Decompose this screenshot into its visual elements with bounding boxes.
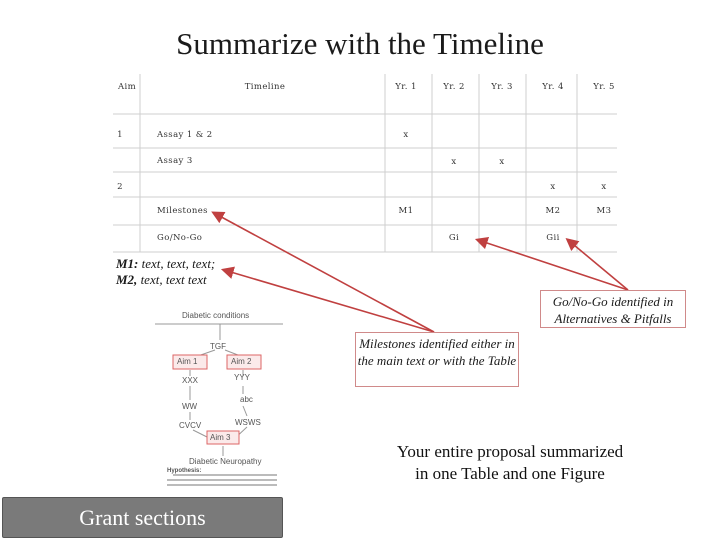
node-aim3: Aim 3 bbox=[210, 433, 231, 442]
timeline-table bbox=[0, 0, 720, 260]
header-yr3: Yr. 3 bbox=[491, 82, 513, 92]
node-aim2: Aim 2 bbox=[231, 357, 252, 366]
hypothesis-figure bbox=[155, 302, 285, 492]
header-yr4: Yr. 4 bbox=[542, 82, 564, 92]
milestone-note-line1 bbox=[116, 256, 215, 272]
node-cvcv: CVCV bbox=[179, 421, 202, 430]
m1-text: text, text, text; bbox=[141, 256, 216, 271]
node-outcome: Diabetic Neuropathy bbox=[189, 457, 262, 466]
row4-yr4: M2 bbox=[545, 206, 561, 216]
row1-aim: 1 bbox=[117, 130, 123, 140]
summary-text bbox=[360, 441, 660, 485]
m1-label: M1: bbox=[116, 256, 139, 271]
row5-label: Go/No-Go bbox=[157, 233, 203, 243]
header-yr2: Yr. 2 bbox=[443, 82, 465, 92]
node-xxx: XXX bbox=[182, 376, 199, 385]
milestones-callout: Milestones identified either in the main text or with the Table bbox=[355, 332, 519, 387]
node-aim1: Aim 1 bbox=[177, 357, 198, 366]
figure-title: Diabetic conditions bbox=[182, 311, 250, 320]
node-abc: abc bbox=[240, 395, 253, 404]
row1-label: Assay 1 & 2 bbox=[157, 130, 213, 140]
node-ww: WW bbox=[182, 402, 198, 411]
milestone-note bbox=[116, 256, 215, 288]
header-aim: Aim bbox=[117, 82, 137, 92]
grant-sections-button[interactable]: Grant sections bbox=[2, 497, 283, 538]
row5-yr2: Gi bbox=[448, 233, 460, 243]
row1-yr1: x bbox=[403, 130, 409, 140]
gonogo-callout: Go/No-Go identified in Alternatives & Pitfalls bbox=[540, 290, 686, 328]
hypothesis-label: Hypothesis: bbox=[167, 468, 202, 474]
row4-yr5: M3 bbox=[596, 206, 612, 216]
row2-label: Assay 3 bbox=[157, 156, 193, 166]
m2-label: M2, bbox=[116, 272, 138, 287]
header-timeline: Timeline bbox=[244, 82, 286, 92]
row3-yr5: x bbox=[601, 182, 607, 192]
row3-yr4: x bbox=[550, 182, 556, 192]
summary-line1: Your entire proposal summarized bbox=[396, 442, 624, 461]
header-yr1: Yr. 1 bbox=[395, 82, 417, 92]
row5-yr4: Gii bbox=[546, 233, 560, 243]
m2-text: text, text text bbox=[140, 272, 207, 287]
header-yr5: Yr. 5 bbox=[593, 82, 615, 92]
table-grid bbox=[0, 0, 720, 260]
summary-line2: in one Table and one Figure bbox=[415, 464, 605, 483]
node-wsws: WSWS bbox=[235, 418, 261, 427]
page-title: Summarize with the Timeline bbox=[176, 26, 544, 61]
milestone-note-line2 bbox=[116, 272, 215, 288]
row4-yr1: M1 bbox=[398, 206, 414, 216]
row4-label: Milestones bbox=[157, 206, 208, 216]
node-tgf: TGF bbox=[210, 342, 226, 351]
row2-yr3: x bbox=[499, 157, 505, 167]
row3-aim: 2 bbox=[117, 182, 123, 192]
node-yyy: YYY bbox=[234, 373, 251, 382]
row2-yr2: x bbox=[451, 157, 457, 167]
